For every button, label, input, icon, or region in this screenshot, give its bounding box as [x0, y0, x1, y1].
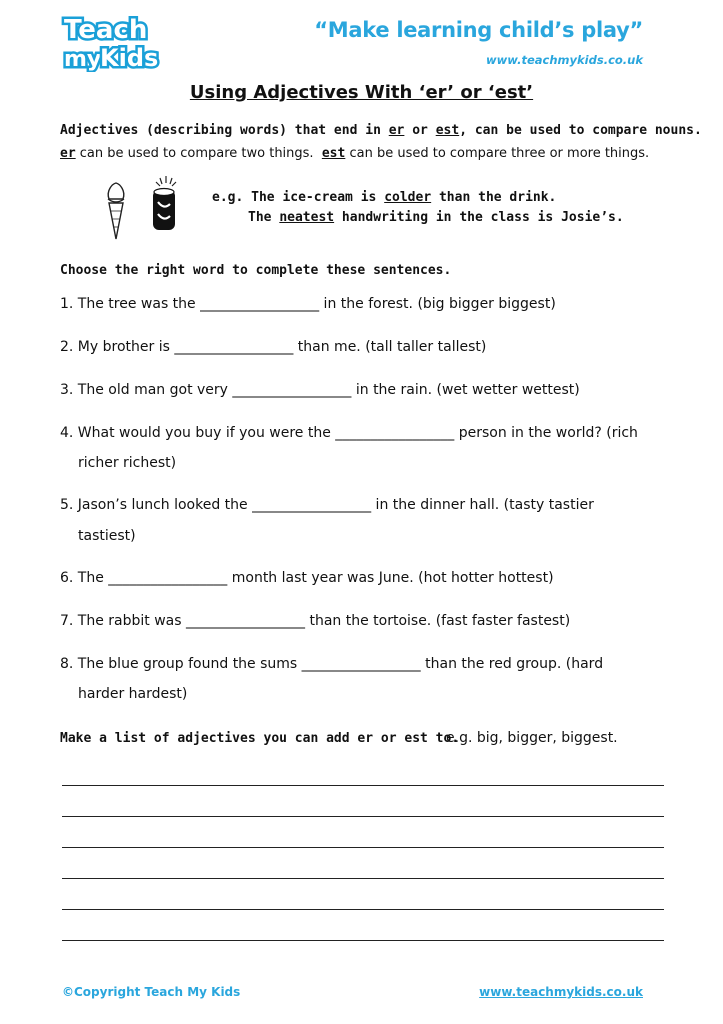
- website-link-footer[interactable]: www.teachmykids.co.uk: [479, 985, 643, 999]
- make-list-example: e.g. big, bigger, biggest.: [446, 730, 618, 746]
- svg-text:Teach: Teach: [64, 15, 148, 45]
- teach-my-kids-logo: [60, 12, 160, 72]
- copyright-notice: ©Copyright Teach My Kids: [62, 985, 241, 999]
- make-list-prompt: Make a list of adjectives you can add er or est to.: [60, 731, 460, 746]
- ice-cream-icon: [104, 181, 128, 241]
- question-4-continued: richer richest): [78, 455, 177, 471]
- writing-line[interactable]: [62, 878, 664, 879]
- tagline: “Make learning child’s play”: [314, 18, 643, 42]
- website-link-header[interactable]: www.teachmykids.co.uk: [485, 53, 643, 67]
- writing-line[interactable]: [62, 847, 664, 848]
- svg-text:my: my: [64, 47, 102, 72]
- writing-line[interactable]: [62, 785, 664, 786]
- intro-line-2: er can be used to compare two things. est can be used to compare three or more things.: [60, 146, 650, 161]
- question-8: 8. The blue group found the sums _________________ than the red group. (hard: [60, 656, 604, 672]
- example-2: The neatest handwriting in the class is Josie’s.: [248, 210, 624, 225]
- worksheet-title: Using Adjectives With ‘er’ or ‘est’: [189, 82, 534, 103]
- question-7: 7. The rabbit was _________________ than the tortoise. (fast faster fastest): [60, 613, 571, 629]
- question-3: 3. The old man got very _________________ in the rain. (wet wetter wettest): [60, 382, 580, 398]
- writing-line[interactable]: [62, 909, 664, 910]
- question-2: 2. My brother is _________________ than me. (tall taller tallest): [60, 339, 487, 355]
- writing-line[interactable]: [62, 816, 664, 817]
- example-1: e.g. The ice-cream is colder than the drink.: [212, 190, 557, 205]
- question-5-continued: tastiest): [78, 528, 136, 544]
- intro-line-1: Adjectives (describing words) that end in er or est, can be used to compare nouns.: [60, 123, 702, 138]
- question-1: 1. The tree was the _________________ in the forest. (big bigger biggest): [60, 296, 556, 312]
- drink-can-icon: [146, 176, 182, 234]
- question-8-continued: harder hardest): [78, 686, 188, 702]
- writing-line[interactable]: [62, 940, 664, 941]
- instruction: Choose the right word to complete these sentences.: [60, 263, 452, 278]
- question-4: 4. What would you buy if you were the _________________ person in the world? (rich: [60, 425, 638, 441]
- question-6: 6. The _________________ month last year was June. (hot hotter hottest): [60, 570, 554, 586]
- question-5: 5. Jason’s lunch looked the _________________ in the dinner hall. (tasty tastier: [60, 497, 594, 513]
- svg-text:Kids: Kids: [100, 44, 159, 72]
